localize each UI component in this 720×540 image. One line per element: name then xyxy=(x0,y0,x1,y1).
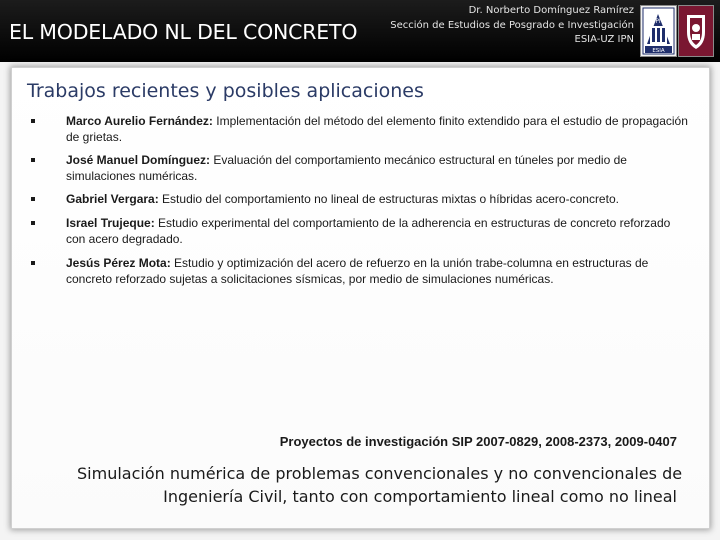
summary-line-1: Simulación numérica de problemas convencionales y no convencionales de xyxy=(77,464,683,483)
author-block xyxy=(334,4,634,48)
department-name: Sección de Estudios de Posgrado e Investigación xyxy=(390,19,634,31)
list-item-text xyxy=(66,152,692,184)
author-label: Gabriel Vergara: xyxy=(66,192,159,206)
list-item-text xyxy=(66,215,692,247)
section-title: Trabajos recientes y posibles aplicaciones xyxy=(27,80,424,102)
bullet-icon xyxy=(31,221,35,225)
item-description: Implementación del método del elemento finito extendido para el estudio de propagación de grietas. xyxy=(66,114,688,144)
author-label: Israel Trujeque: xyxy=(66,216,155,230)
author-label: Jesús Pérez Mota: xyxy=(66,256,171,270)
header-bar xyxy=(0,0,720,62)
summary-line-2: Ingeniería Civil, tanto con comportamiento lineal como no lineal xyxy=(163,487,677,506)
list-item-text xyxy=(66,191,692,207)
bullet-icon xyxy=(31,197,35,201)
list-item-text xyxy=(66,113,692,145)
bullet-icon xyxy=(31,261,35,265)
summary-text xyxy=(77,462,683,508)
content-panel xyxy=(12,68,709,528)
ipn-logo-icon xyxy=(640,5,677,57)
slide-title: EL MODELADO NL DEL CONCRETO xyxy=(9,20,358,44)
item-description: Evaluación del comportamiento mecánico estructural en túneles por medio de simulaciones numéricas. xyxy=(66,153,627,183)
author-label: Marco Aurelio Fernández: xyxy=(66,114,213,128)
ipn-logo-label: IPN xyxy=(653,18,664,25)
esia-logo-label: ESIA xyxy=(652,48,665,54)
bullet-icon xyxy=(31,158,35,162)
esia-crest-icon xyxy=(678,5,714,57)
bullet-icon xyxy=(31,119,35,123)
institution-name: ESIA-UZ IPN xyxy=(574,34,634,45)
item-description: Estudio del comportamiento no lineal de estructuras mixtas o híbridas acero-concreto. xyxy=(158,192,619,206)
item-description: Estudio y optimización del acero de refuerzo en la unión trabe-columna en estructuras de concreto reforzado sujetas a solicitaciones sísmicas, por medio de simulaciones numéricas. xyxy=(66,256,649,286)
list-item-text xyxy=(66,255,692,287)
projects-line: Proyectos de investigación SIP 2007-0829, 2008-2373, 2009-0407 xyxy=(279,434,677,449)
author-label: José Manuel Domínguez: xyxy=(66,153,211,167)
item-description: Estudio experimental del comportamiento de la adherencia en estructuras de concreto reforzado con acero degradado. xyxy=(66,216,671,246)
author-name: Dr. Norberto Domínguez Ramírez xyxy=(468,5,634,16)
